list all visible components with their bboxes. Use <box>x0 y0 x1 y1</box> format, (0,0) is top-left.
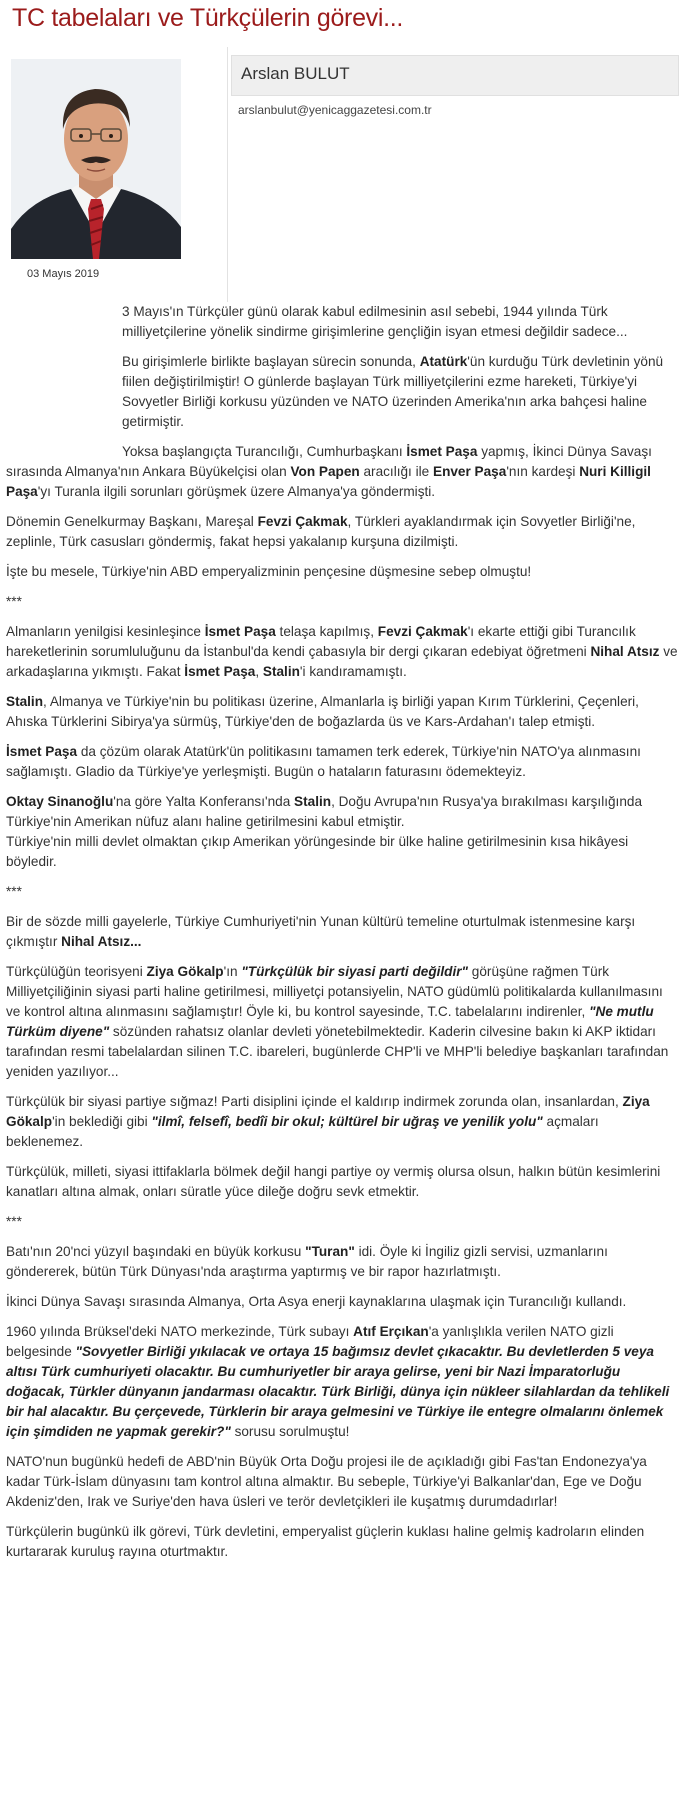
paragraph-6: Almanların yenilgisi kesinleşince İsmet Paşa telaşa kapılmış, Fevzi Çakmak'ı ekarte ettiği gibi Turancılık hareketlerinin sorumluluğunu da İstanbul'da kendi çabasıyla bir dergi çıkaran edebiyat öğretmeni Nihal Atsız ve arkadaşlarına yıkmıştı. Fakat İsmet Paşa, Stalin'i kandıramamıştı. <box>6 624 678 679</box>
paragraph-11: Türkçülüğün teorisyeni Ziya Gökalp'ın "Türkçülük bir siyasi parti değildir" görüşüne rağmen Türk Milliyetçiliğinin siyasi parti haline getirilmesi, milliyetçi potansiyelin, NATO güdümlü politikalarda kullanılmasını ve kontrol altına alınmasını sağlamıştır! Öyle ki, bu kontrol sayesinde, T.C. tabelalarını indirenler, "Ne mutlu Türküm diyene" sözünden rahatsız olanlar devleti yönetebilmektedir. Kaderin cilvesine bakın ki AKP iktidarı tarafından resmi tabelalardan silinen T.C. ibareleri, bugünlerde CHP'li ve MHP'li belediye başkanları tarafından yeniden yazılıyor... <box>6 964 669 1079</box>
author-portrait-image <box>11 59 181 259</box>
paragraph-3: Yoksa başlangıçta Turancılığı, Cumhurbaşkanı İsmet Paşa yapmış, İkinci Dünya Savaşı sırasında Almanya'nın Ankara Büyükelçisi olan Von Papen aracılığı ile Enver Paşa'nın kardeşi Nuri Killigil Paşa'yı Turanla ilgili sorunları görüşmek üzere Almanya'ya göndermişti. <box>6 444 652 499</box>
separator-1: *** <box>6 594 22 609</box>
separator-3: *** <box>6 1214 22 1229</box>
article-body <box>6 302 679 1572</box>
paragraph-10: Bir de sözde milli gayelerle, Türkiye Cumhuriyeti'nin Yunan kültürü temeline oturtulmak istenmesine karşı çıkmıştır Nihal Atsız... <box>6 914 636 949</box>
paragraph-17: NATO'nun bugünkü hedefi de ABD'nin Büyük Orta Doğu projesi ile de açıkladığı gibi Fas'tan Endonezya'ya kadar Türk-İslam dünyasını tam kontrol altına almaktır. Bu sebeple, Türkiye'yi Balkanlar'dan, Ege ve Doğu Akdeniz'den, Irak ve Suriye'den hava üsleri ve terör devletçikleri ile kuşatmış durumdadırlar! <box>6 1454 647 1509</box>
paragraph-7: Stalin, Almanya ve Türkiye'nin bu politikası üzerine, Almanlarla iş birliği yapan Kırım Türklerini, Çeçenleri, Ahıska Türklerini Sibirya'ya sürmüş, Türkiye'den de boğazlarda üs ve Kars-Ardahan'ı talep etmişti. <box>6 694 639 729</box>
article-title: TC tabelaları ve Türkçülerin görevi... <box>12 4 404 32</box>
author-column <box>0 47 228 302</box>
publish-date: 03 Mayıs 2019 <box>27 268 100 280</box>
paragraph-16: 1960 yılında Brüksel'deki NATO merkezinde, Türk subayı Atıf Erçıkan'a yanlışlıkla verilen NATO gizli belgesinde "Sovyetler Birliği yıkılacak ve ortaya 15 bağımsız devlet çıkacaktır. Bu devletlerden 5 veya altısı Türk cumhuriyeti olacaktır. Bu cumhuriyetler bir araya gelirse, yeni bir Nazi İmparatorluğu doğacak, Türkler dünyanın jandarması olacaktır. Türk Birliği, dünya için nükleer silahlardan da tehlikeli bir hal alacaktır. Bu çerçevede, Türklerin bir araya gelmesini ve Türkiye ile entegre olmalarını önlemek için şimdiden ne yapmak gerekir?" sorusu sorulmuştu! <box>6 1324 670 1439</box>
paragraph-15: İkinci Dünya Savaşı sırasında Almanya, Orta Asya enerji kaynaklarına ulaşmak için Turancılığı kullandı. <box>6 1294 627 1309</box>
paragraph-9: Oktay Sinanoğlu'na göre Yalta Konferansı'nda Stalin, Doğu Avrupa'nın Rusya'ya bırakılması karşılığında Türkiye'nin Amerikan nüfuz alanı haline getirilmesini kabul etmiştir. Türkiye'nin milli devlet olmaktan çıkıp Amerikan yörüngesinde bir ülke haline getirilmesinin kısa hikâyesi böyledir. <box>6 794 643 869</box>
paragraph-13: Türkçülük, milleti, siyasi ittifaklarla bölmek değil hangi partiye oy vermiş olursa olsun, halkın bütün kesimlerini kanatları altına almak, onları süratle yüce dileğe doğru sevk etmektir. <box>6 1164 661 1199</box>
author-email[interactable]: arslanbulut@yenicaggazetesi.com.tr <box>238 103 432 117</box>
separator-2: *** <box>6 884 22 899</box>
paragraph-12: Türkçülük bir siyasi partiye sığmaz! Parti disiplini içinde el kaldırıp indirmek zorunda olan, insanlardan, Ziya Gökalp'in beklediği gibi "ilmî, felsefî, bedîi bir okul; kültürel bir uğraş ve yenilik yolu" açmaları beklenemez. <box>6 1094 650 1149</box>
paragraph-18: Türkçülerin bugünkü ilk görevi, Türk devletini, emperyalist güçlerin kuklası haline gelmiş kadroların elinden kurtararak kuruluş rayına oturtmaktır. <box>6 1524 645 1559</box>
paragraph-4: Dönemin Genelkurmay Başkanı, Mareşal Fevzi Çakmak, Türkleri ayaklandırmak için Sovyetler Birliği'ne, zeplinle, Türk casusları göndermiş, fakat hepsi yakalanıp kurşuna dizilmişti. <box>6 514 636 549</box>
author-name: Arslan BULUT <box>241 64 350 83</box>
paragraph-5: İşte bu mesele, Türkiye'nin ABD emperyalizminin pençesine düşmesine sebep olmuştu! <box>6 564 532 579</box>
paragraph-1: 3 Mayıs'ın Türkçüler günü olarak kabul edilmesinin asıl sebebi, 1944 yılında Türk milliyetçilerine yönelik sindirme girişimlerine gençliğin isyan etmesi değildir sadece... <box>122 304 628 339</box>
paragraph-2: Bu girişimlerle birlikte başlayan sürecin sonunda, Atatürk'ün kurduğu Türk devletinin yönü fiilen değiştirilmiştir! O günlerde başlayan Türk milliyetçilerini ezme hareketi, Türkiye'yi Sovyetler Birliği korkusu yüzünden ve NATO üzerinden Amerika'nın arka bahçesi haline getirmiştir. <box>122 354 664 429</box>
paragraph-14: Batı'nın 20'nci yüzyıl başındaki en büyük korkusu "Turan" idi. Öyle ki İngiliz gizli servisi, uzmanlarını göndererek, bütün Türk Dünyası'nda araştırma yaptırmış ve bir rapor hazırlatmıştı. <box>6 1244 608 1279</box>
author-name-box <box>231 55 679 96</box>
paragraph-8: İsmet Paşa da çözüm olarak Atatürk'ün politikasını tamamen terk ederek, Türkiye'nin NATO'ya alınmasını sağlamıştı. Gladio da Türkiye'ye yerleşmişti. Bugün o hataların faturasını ödemekteyiz. <box>6 744 641 779</box>
author-portrait-icon <box>11 59 181 259</box>
